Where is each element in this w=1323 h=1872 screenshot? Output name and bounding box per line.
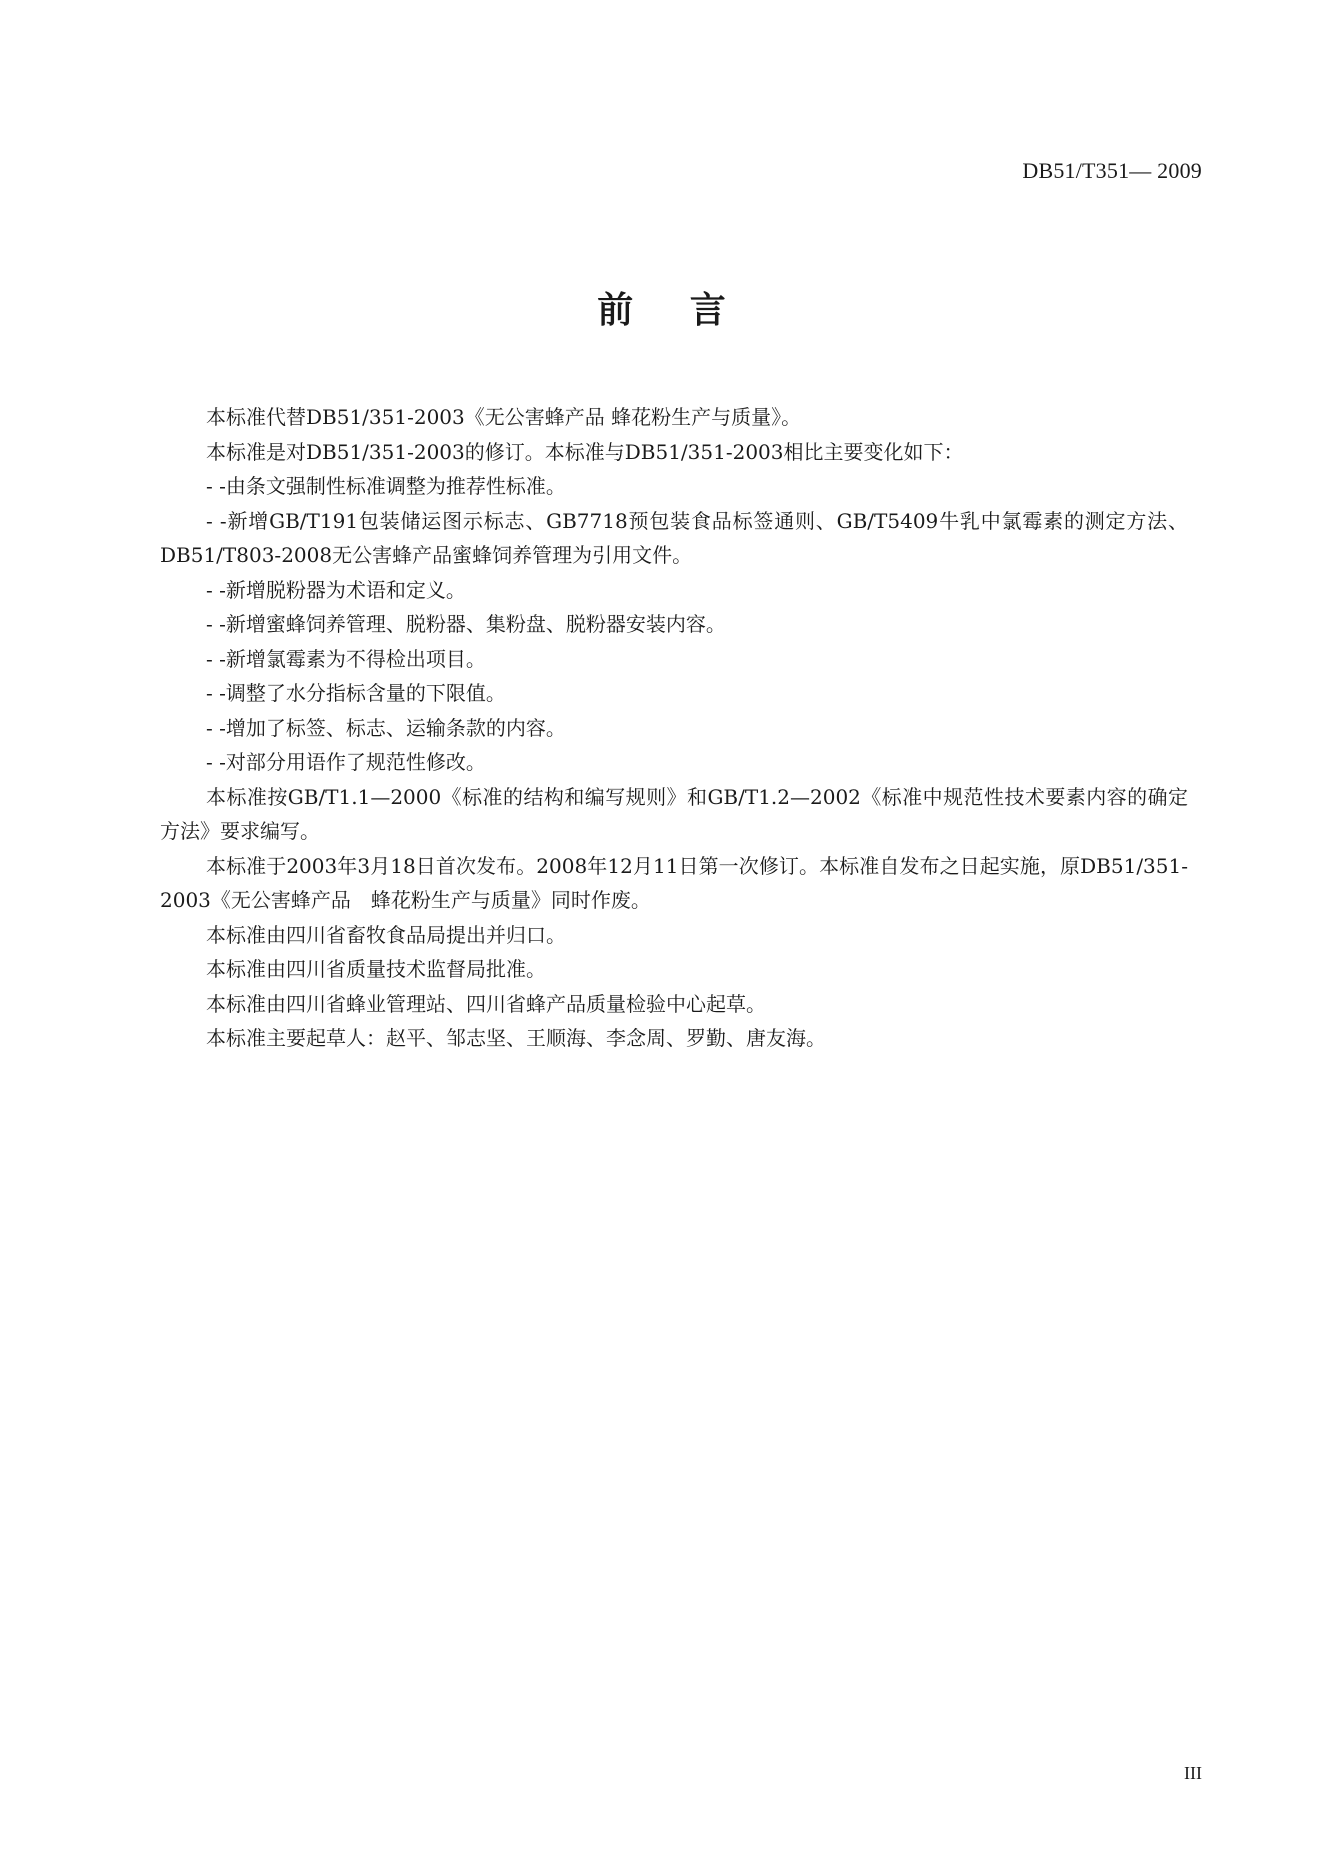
document-code: DB51/T351— 2009	[1022, 158, 1202, 183]
page-number: III	[1184, 1763, 1202, 1783]
foreword-body	[160, 400, 1188, 1056]
paragraph-revision-intro: 本标准是对DB51/351-2003的修订。本标准与DB51/351-2003相比主要变化如下：	[206, 439, 964, 464]
change-item: - -对部分用语作了规范性修改。	[206, 750, 486, 774]
page-title: 前 言	[597, 290, 726, 331]
paragraph-proposer: 本标准由四川省畜牧食品局提出并归口。	[206, 922, 566, 947]
change-item: - -由条文强制性标准调整为推荐性标准。	[206, 474, 566, 498]
paragraph-replaces: 本标准代替DB51/351-2003《无公害蜂产品 蜂花粉生产与质量》。	[206, 405, 802, 429]
change-item: - -新增氯霉素为不得检出项目。	[206, 646, 486, 671]
change-item: - -新增蜜蜂饲养管理、脱粉器、集粉盘、脱粉器安装内容。	[206, 612, 726, 636]
paragraph-drafting-rules: 本标准按GB/T1.1—2000《标准的结构和编写规则》和GB/T1.2—2002《标准中规范性技术要素内容的确定方法》要求编写。	[160, 784, 1188, 843]
paragraph-approver: 本标准由四川省质量技术监督局批准。	[206, 957, 546, 981]
paragraph-release-history: 本标准于2003年3月18日首次发布。2008年12月11日第一次修订。本标准自发布之日起实施，原DB51/351-2003《无公害蜂产品 蜂花粉生产与质量》同时作废。	[160, 853, 1188, 912]
change-item: - -调整了水分指标含量的下限值。	[206, 681, 506, 705]
change-item: - -新增脱粉器为术语和定义。	[206, 577, 466, 602]
change-item: - -新增GB/T191包装储运图示标志、GB7718预包装食品标签通则、GB/T5409牛乳中氯霉素的测定方法、DB51/T803-2008无公害蜂产品蜜蜂饲养管理为引用文件。	[160, 508, 1188, 567]
paragraph-drafters: 本标准主要起草人：赵平、邹志坚、王顺海、李念周、罗勤、唐友海。	[206, 1026, 826, 1050]
change-item: - -增加了标签、标志、运输条款的内容。	[206, 715, 566, 740]
paragraph-drafting-units: 本标准由四川省蜂业管理站、四川省蜂产品质量检验中心起草。	[206, 991, 766, 1016]
